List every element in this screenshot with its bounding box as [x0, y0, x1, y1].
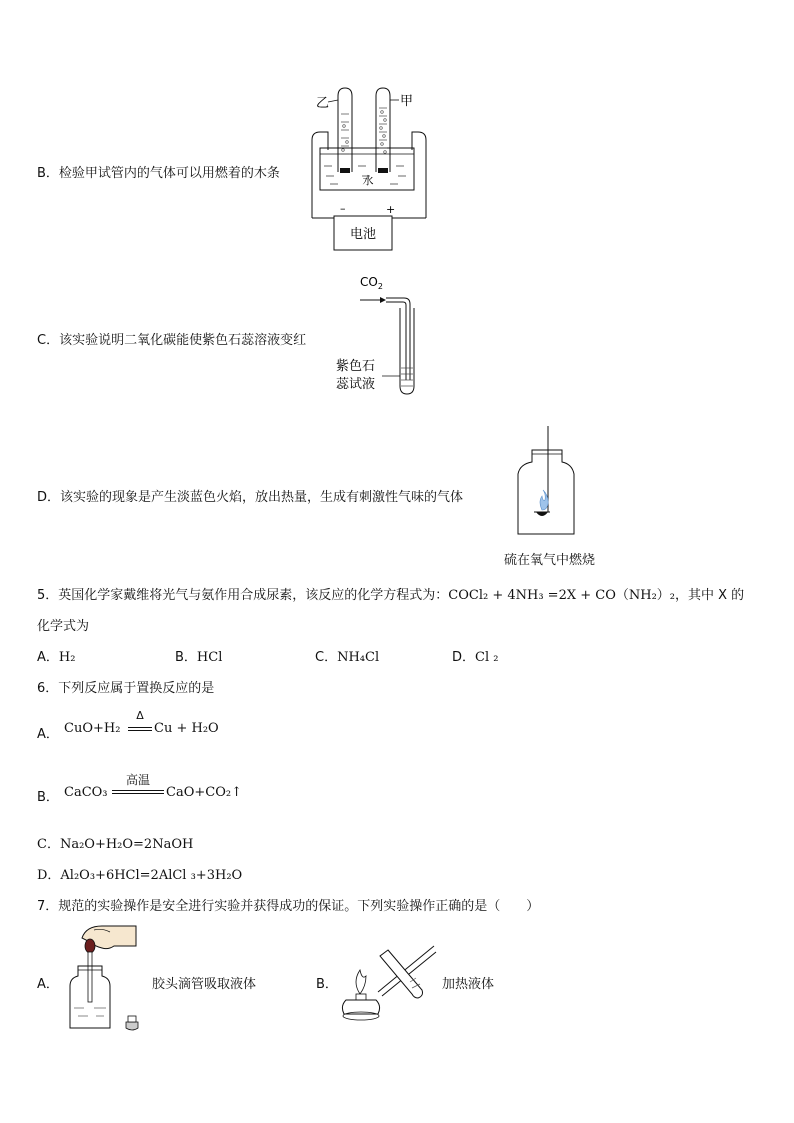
q6-option-b-right: CaO+CO₂↑ — [166, 785, 242, 800]
q5-option-a[interactable] — [37, 646, 75, 665]
label-yi: 乙 — [316, 96, 330, 111]
option-text: HCl — [196, 650, 223, 665]
q5-stem-suffix: ，其中 X 的 — [675, 588, 745, 603]
q6-stem: 6．下列反应属于置换反应的是 — [37, 681, 215, 696]
reagent-label-line2: 蕊试液 — [336, 377, 376, 392]
sulfur-figure-caption: 硫在氧气中燃烧 — [504, 553, 596, 568]
option-label: B． — [175, 650, 197, 665]
sulfur-burning-figure — [512, 424, 578, 540]
label-water: 水 — [362, 174, 374, 187]
option-text: NH₄Cl — [337, 650, 380, 665]
option-text: H₂ — [58, 650, 76, 665]
q5-stem-line2: 化学式为 — [37, 619, 90, 634]
q6-option-a-left: CuO+H₂ — [64, 721, 121, 736]
q6-option-b-equal-bar — [112, 790, 164, 794]
co2-test-tube-figure — [334, 272, 420, 400]
option-label: A． — [37, 650, 59, 665]
option-label: C． — [315, 650, 338, 665]
q7-option-a-label[interactable]: A． — [37, 977, 59, 992]
q5-stem-prefix: 5．英国化学家戴维将光气与氨作用合成尿素，该反应的化学方程式为： — [37, 588, 449, 603]
label-positive: + — [386, 203, 396, 216]
q6-option-b-left: CaCO₃ — [64, 785, 108, 800]
q7-stem: 7．规范的实验操作是安全进行实验并获得成功的保证。下列实验操作正确的是（ ） — [37, 899, 540, 914]
q6-option-b-condition: 高温 — [125, 773, 150, 787]
option-text: Cl ₂ — [475, 650, 499, 665]
q6-option-c[interactable]: C．Na₂O+H₂O=2NaOH — [37, 837, 194, 852]
option-label: D． — [452, 650, 476, 665]
co2-label: $CO_2$ — [360, 275, 383, 291]
q6-option-a-condition: Δ — [136, 709, 144, 722]
heating-liquid-figure — [338, 942, 438, 1022]
q6-option-a-label[interactable]: A． — [37, 727, 59, 742]
q7-option-b-label[interactable]: B． — [316, 977, 338, 992]
reagent-label-line1: 紫色石 — [336, 359, 376, 374]
q4-option-d: D．该实验的现象是产生淡蓝色火焰，放出热量，生成有刺激性气味的气体 — [37, 490, 464, 505]
q4-option-b: B．检验甲试管内的气体可以用燃着的木条 — [37, 166, 280, 181]
q5-option-b[interactable] — [175, 646, 222, 665]
q5-option-d[interactable] — [452, 646, 498, 665]
battery-label: 电池 — [349, 227, 377, 242]
label-jia: 甲 — [400, 94, 414, 109]
q4-option-c: C．该实验说明二氧化碳能使紫色石蕊溶液变红 — [37, 333, 307, 348]
dropper-figure — [64, 920, 144, 1036]
q5-stem — [37, 584, 744, 603]
q5-option-c[interactable] — [315, 646, 379, 665]
q7-option-a-text: 胶头滴管吸取液体 — [152, 977, 257, 992]
electrolysis-figure — [300, 84, 434, 252]
q6-option-a-right: Cu + H₂O — [154, 721, 219, 736]
q5-equation: COCl₂ + 4NH₃ =2X + CO（NH₂）₂ — [448, 588, 676, 603]
label-negative: – — [340, 202, 346, 215]
q6-option-b-label[interactable]: B． — [37, 790, 59, 805]
q7-option-b-text: 加热液体 — [442, 977, 495, 992]
q6-option-a-equal-bar — [128, 727, 152, 731]
q6-option-d[interactable]: D．Al₂O₃+6HCl=2AlCl ₃+3H₂O — [37, 868, 243, 883]
